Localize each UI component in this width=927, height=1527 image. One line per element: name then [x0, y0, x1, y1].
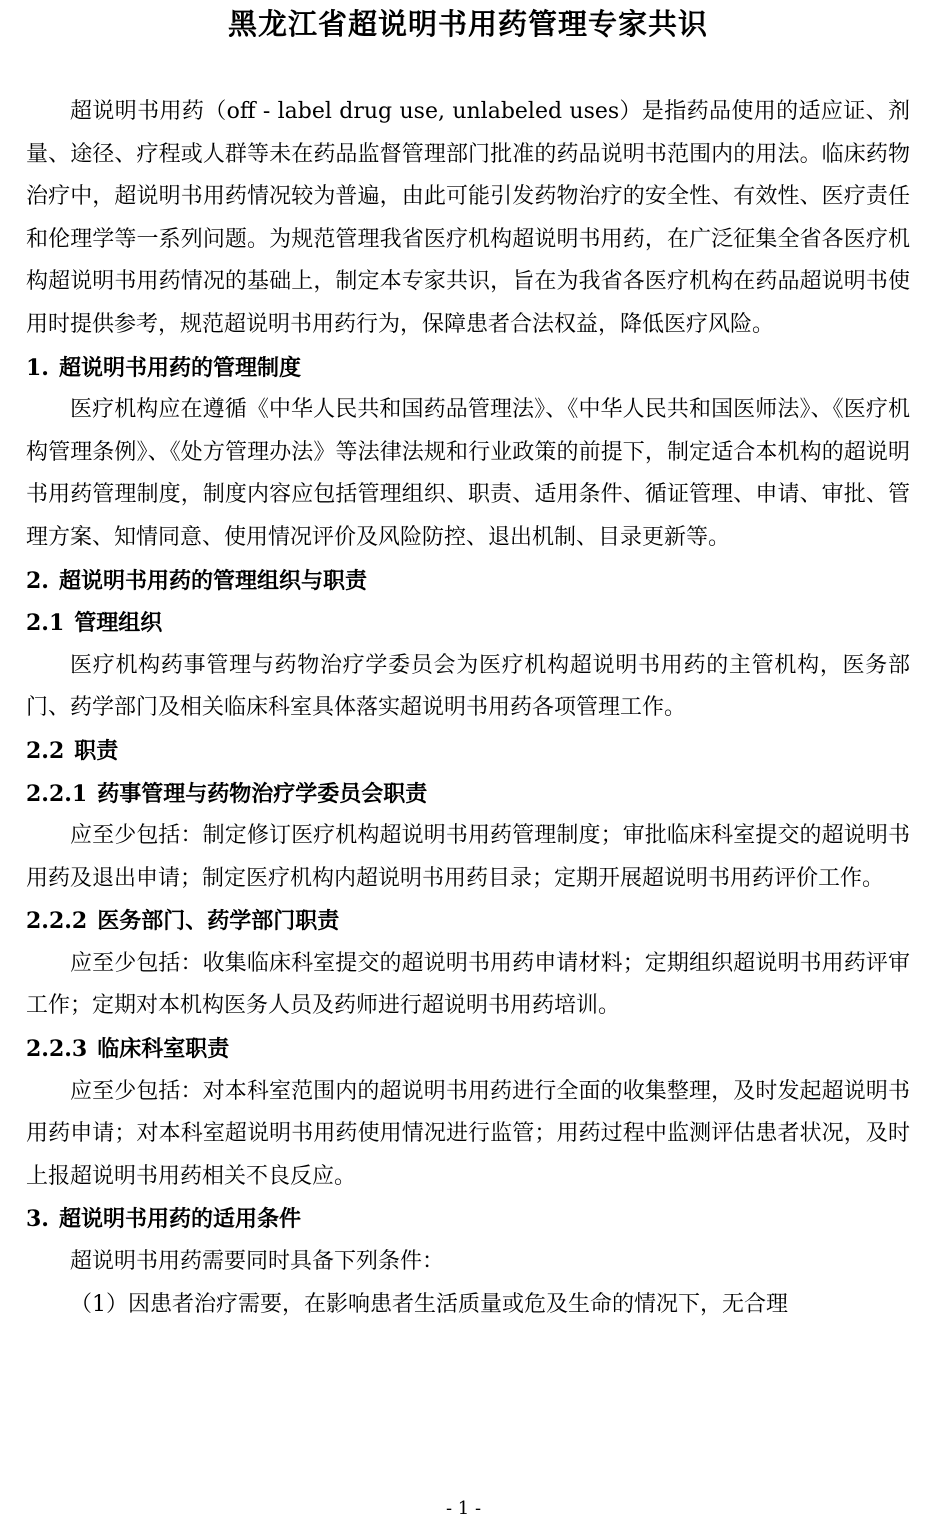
section-number: 3.: [26, 1206, 49, 1233]
section-1-paragraph: 医疗机构应在遵循《中华人民共和国药品管理法》、《中华人民共和国医师法》、《医疗机构管理条例》、《处方管理办法》等法律法规和行业政策的前提下，制定适合本机构的超说明书用药管理制度，制度内容应包括管理组织、职责、适用条件、循证管理、申请、审批、管理方案、知情同意、使用情况评价及风险防控、退出机制、目录更新等。: [26, 397, 910, 550]
section-number: 2.: [26, 567, 49, 594]
section-number: 2.2.3: [26, 1036, 88, 1063]
section-number: 1.: [26, 354, 49, 381]
section-title: 临床科室职责: [97, 1036, 230, 1063]
section-2-2-3-paragraph: 应至少包括：对本科室范围内的超说明书用药进行全面的收集整理，及时发起超说明书用药申请；对本科室超说明书用药使用情况进行监管；用药过程中监测评估患者状况，及时上报超说明书用药相关不良反应。: [26, 1078, 910, 1189]
section-title: 超说明书用药的管理组织与职责: [58, 567, 367, 594]
section-number: 2.2.1: [26, 780, 88, 807]
section-title: 药事管理与药物治疗学委员会职责: [97, 780, 428, 807]
section-title: 医务部门、药学部门职责: [97, 908, 340, 935]
section-3-heading: [26, 1198, 910, 1241]
section-number: 2.2: [26, 737, 65, 764]
section-title: 管理组织: [74, 610, 163, 637]
section-2-2-2-paragraph: 应至少包括：收集临床科室提交的超说明书用药申请材料；定期组织超说明书用药评审工作；定期对本机构医务人员及药师进行超说明书用药培训。: [26, 950, 910, 1019]
section-title: 超说明书用药的管理制度: [58, 354, 301, 381]
section-2-2-1-paragraph: 应至少包括：制定修订医疗机构超说明书用药管理制度；审批临床科室提交的超说明书用药及退出申请；制定医疗机构内超说明书用药目录；定期开展超说明书用药评价工作。: [26, 823, 910, 891]
document-title: 黑龙江省超说明书用药管理专家共识: [227, 7, 708, 41]
section-3-paragraph: 超说明书用药需要同时具备下列条件：: [70, 1249, 445, 1275]
condition-item-1: （1）因患者治疗需要，在影响患者生活质量或危及生命的情况下，无合理: [70, 1291, 788, 1317]
section-title: 超说明书用药的适用条件: [58, 1206, 301, 1233]
section-title: 职责: [74, 737, 119, 764]
page-number: - 1 -: [445, 1498, 482, 1519]
document-body: [26, 91, 910, 1326]
section-number: 2.1: [26, 610, 65, 637]
section-2-1-heading: [26, 602, 910, 645]
section-2-2-1-heading: [26, 773, 910, 816]
section-2-2-3-heading: [26, 1028, 910, 1071]
section-2-2-2-heading: [26, 900, 910, 943]
section-2-2-heading: [26, 730, 910, 773]
section-2-heading: [26, 560, 910, 603]
intro-paragraph: 超说明书用药（off - label drug use, unlabeled uses）是指药品使用的适应证、剂量、途径、疗程或人群等未在药品监督管理部门批准的药品说明书范围内的用法。临床药物治疗中，超说明书用药情况较为普遍，由此可能引发药物治疗的安全性、有效性、医疗责任和伦理学等一系列问题。为规范管理我省医疗机构超说明书用药，在广泛征集全省各医疗机构超说明书用药情况的基础上，制定本专家共识，旨在为我省各医疗机构在药品超说明书使用时提供参考，规范超说明书用药行为，保障患者合法权益，降低医疗风险。: [26, 99, 910, 337]
section-number: 2.2.2: [26, 908, 88, 935]
section-2-1-paragraph: 医疗机构药事管理与药物治疗学委员会为医疗机构超说明书用药的主管机构，医务部门、药学部门及相关临床科室具体落实超说明书用药各项管理工作。: [26, 652, 910, 721]
section-1-heading: [26, 347, 910, 390]
